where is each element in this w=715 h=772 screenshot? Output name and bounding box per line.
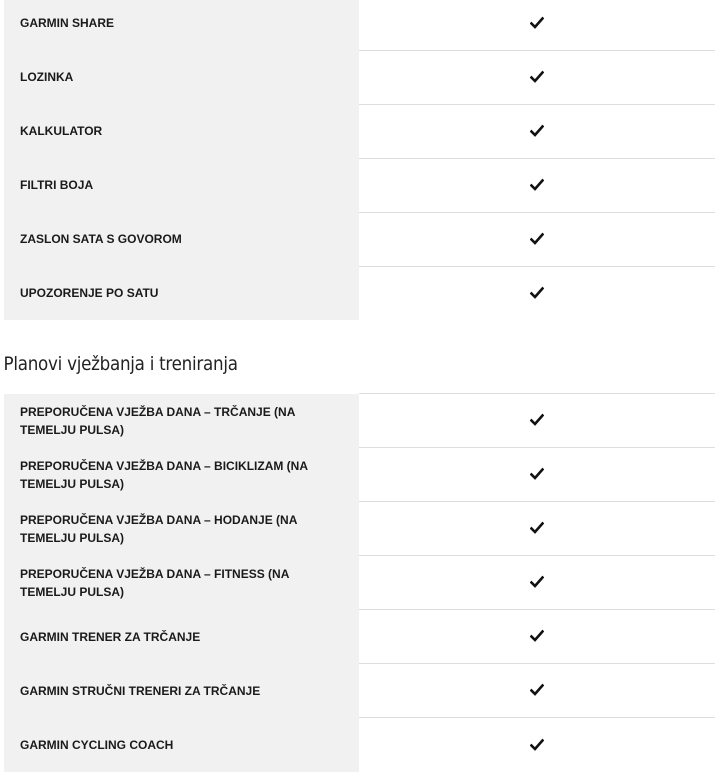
checkmark-icon [530,286,544,300]
feature-label: UPOZORENJE PO SATU [4,266,359,320]
checkmark-icon [530,124,544,138]
section-heading: Planovi vježbanja i treniranja [3,353,238,375]
table-row [4,394,715,448]
feature-check-cell [359,394,715,448]
table-row [4,104,715,158]
table-row [4,664,715,718]
table-row [4,158,715,212]
feature-check-cell [359,556,715,610]
table-row [4,718,715,772]
feature-label: ZASLON SATA S GOVOROM [4,212,359,266]
feature-check-cell [359,104,715,158]
table-row [4,266,715,320]
checkmark-icon [530,70,544,84]
feature-check-cell [359,610,715,664]
table-row [4,556,715,610]
checkmark-icon [530,413,544,427]
feature-label: PREPORUČENA VJEŽBA DANA – TRČANJE (NA TEMELJU PULSA) [4,394,359,448]
feature-check-cell [359,0,715,50]
feature-label: KALKULATOR [4,104,359,158]
feature-label: PREPORUČENA VJEŽBA DANA – FITNESS (NA TEMELJU PULSA) [4,556,359,610]
features-table-training [4,393,715,772]
feature-label: PREPORUČENA VJEŽBA DANA – HODANJE (NA TEMELJU PULSA) [4,502,359,556]
feature-check-cell [359,50,715,104]
checkmark-icon [530,467,544,481]
feature-check-cell [359,158,715,212]
checkmark-icon [530,738,544,752]
checkmark-icon [530,232,544,246]
table-row [4,610,715,664]
feature-label: FILTRI BOJA [4,158,359,212]
feature-label: LOZINKA [4,50,359,104]
checkmark-icon [530,521,544,535]
checkmark-icon [530,575,544,589]
feature-check-cell [359,664,715,718]
features-table-general [4,0,715,320]
checkmark-icon [530,178,544,192]
feature-label: GARMIN CYCLING COACH [4,718,359,772]
feature-label: PREPORUČENA VJEŽBA DANA – BICIKLIZAM (NA TEMELJU PULSA) [4,448,359,502]
feature-check-cell [359,212,715,266]
feature-label: GARMIN SHARE [4,0,359,50]
feature-label: GARMIN STRUČNI TRENERI ZA TRČANJE [4,664,359,718]
checkmark-icon [530,683,544,697]
table-row [4,0,715,50]
feature-check-cell [359,448,715,502]
table-row [4,50,715,104]
feature-check-cell [359,718,715,772]
feature-check-cell [359,266,715,320]
feature-check-cell [359,502,715,556]
table-row [4,212,715,266]
checkmark-icon [530,629,544,643]
checkmark-icon [530,16,544,30]
feature-label: GARMIN TRENER ZA TRČANJE [4,610,359,664]
table-row [4,448,715,502]
table-row [4,502,715,556]
